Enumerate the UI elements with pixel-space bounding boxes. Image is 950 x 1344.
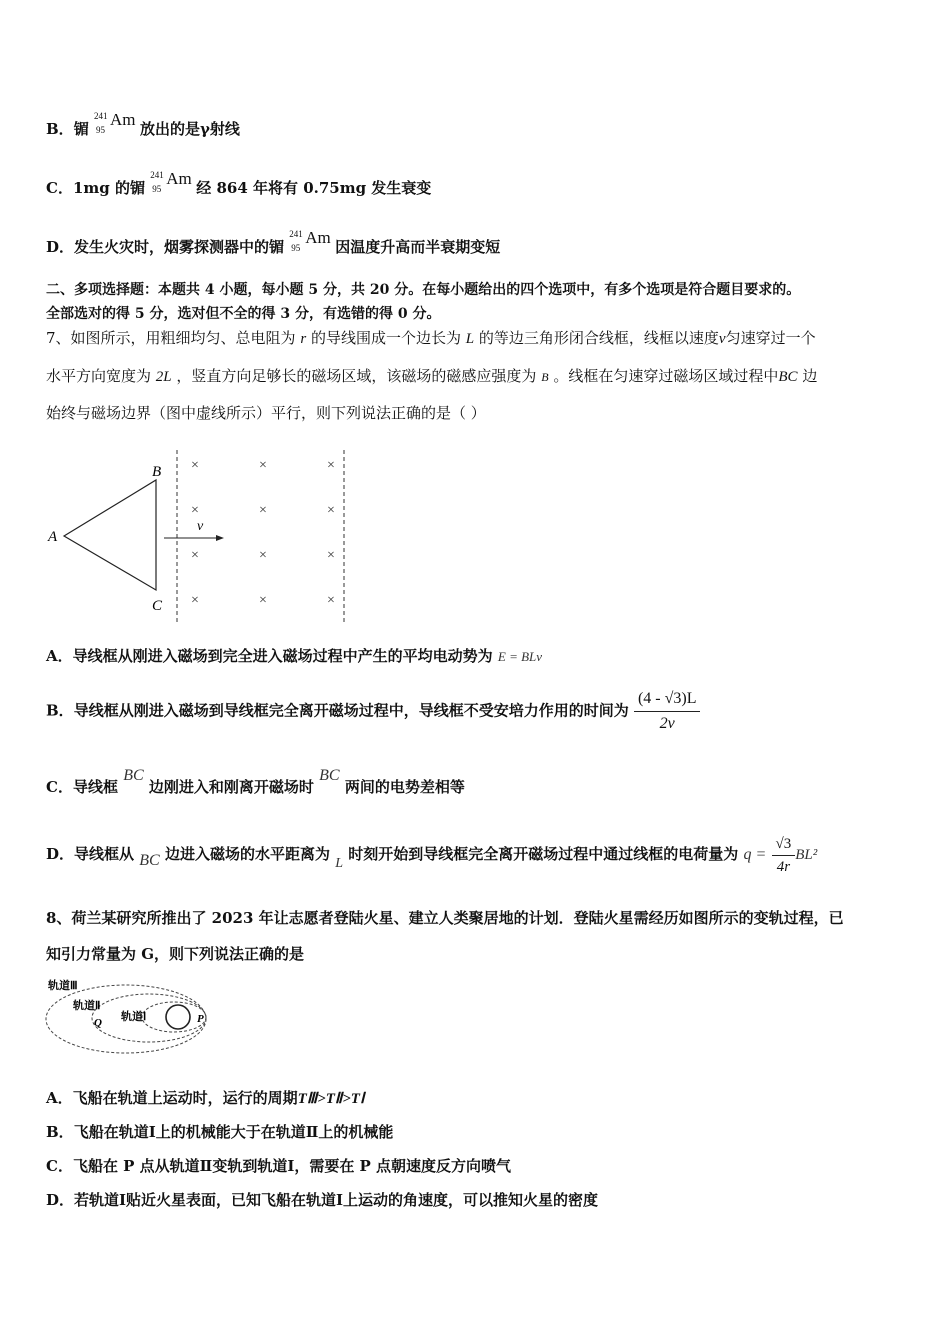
triangle-frame-magnetic-field-figure xyxy=(44,444,364,630)
svg-text:×: × xyxy=(259,593,267,608)
q8-option-d: D．若轨道Ⅰ贴近火星表面，已知飞船在轨道Ⅰ上运动的角速度，可以推知火星的密度 xyxy=(46,1191,599,1209)
americium-isotope: 241 95 Am xyxy=(93,110,136,135)
section2-instructions-line1: 二、多项选择题：本题共 4 小题，每小题 5 分，共 20 分。在每小题给出的四个选项中，有多个选项是符合题目要求的。 xyxy=(46,282,801,298)
point-p-label: P xyxy=(197,1013,204,1025)
q8-stem-line2: 知引力常量为 G，则下列说法正确的是 xyxy=(46,945,305,963)
q7-stem-line1: 7、如图所示，用粗细均匀、总电阻为 r 的导线围成一个边长为 L 的等边三角形闭合线框，线框以速度v匀速穿过一个 xyxy=(46,329,816,347)
svg-text:×: × xyxy=(191,593,199,608)
americium-isotope: 241 95 Am xyxy=(289,228,331,253)
americium-isotope: 241 95 Am xyxy=(150,169,192,194)
time-fraction: $\frac{(4 - √3)L}{2v}$ xyxy=(634,688,701,735)
svg-text:×: × xyxy=(327,548,335,563)
q7-stem-line2: 水平方向宽度为 2L ，竖直方向足够长的磁场区域，该磁场的磁感应强度为 B 。线框在匀速穿过磁场区域过程中BC 边 xyxy=(46,367,818,385)
svg-text:×: × xyxy=(259,458,267,473)
q7-option-c: C．导线框 BC 边刚进入和刚离开磁场时 BC 两间的电势差相等 xyxy=(46,767,465,796)
q7-option-b: B．导线框从刚进入磁场到导线框完全离开磁场过程中，导线框不受安培力作用的时间为 $\frac{(4 - √3)L}{2v}$ xyxy=(46,688,700,735)
svg-text:×: × xyxy=(191,548,199,563)
svg-text:×: × xyxy=(259,503,267,518)
svg-text:×: × xyxy=(259,548,267,563)
magnetic-field-crosses xyxy=(191,458,335,608)
svg-text:×: × xyxy=(327,503,335,518)
q8-option-a: A．飞船在轨道上运动时，运行的周期TⅢ>TⅡ>TⅠ xyxy=(46,1089,365,1107)
point-q-label: Q xyxy=(94,1017,102,1029)
vertex-label-c: C xyxy=(152,598,163,614)
mars-planet xyxy=(166,1005,190,1029)
orbit-3-label: 轨道Ⅲ xyxy=(48,980,78,992)
q8-option-b: B．飞船在轨道Ⅰ上的机械能大于在轨道Ⅱ上的机械能 xyxy=(46,1123,394,1141)
svg-text:×: × xyxy=(327,458,335,473)
q7-option-a: A．导线框从刚进入磁场到完全进入磁场过程中产生的平均电动势为 E = BLv xyxy=(46,647,543,665)
q7-option-d: D．导线框从 BC 边进入磁场的水平距离为 L 时刻开始到导线框完全离开磁场过程中通过线框的电荷量为 q = $\frac{√3}{4r}$ BL² xyxy=(46,835,818,875)
svg-text:×: × xyxy=(191,458,199,473)
orbit-2-label: 轨道Ⅱ xyxy=(73,1000,101,1012)
vertex-label-b: B xyxy=(152,464,162,480)
q6-option-d: D．发生火灾时，烟雾探测器中的镅 241 95 Am 因温度升高而半衰期变短 xyxy=(46,228,501,256)
svg-text:×: × xyxy=(191,503,199,518)
q8-stem-line1: 8、荷兰某研究所推出了 2023 年让志愿者登陆火星、建立人类聚居地的计划．登陆火星需经历如图所示的变轨过程，已 xyxy=(46,909,844,927)
vertex-label-a: A xyxy=(48,529,58,545)
orbit-transfer-figure xyxy=(44,974,224,1064)
q6-option-b: B．镅 241 95 Am 放出的是γ射线 xyxy=(46,110,240,138)
triangle-frame xyxy=(64,480,156,590)
svg-text:×: × xyxy=(327,593,335,608)
velocity-label: v xyxy=(197,519,204,534)
velocity-arrowhead xyxy=(216,535,224,541)
q8-option-c: C．飞船在 P 点从轨道Ⅱ变轨到轨道Ⅰ，需要在 P 点朝速度反方向喷气 xyxy=(46,1157,512,1175)
orbit-1-label: 轨道Ⅰ xyxy=(121,1011,147,1023)
q6-option-c: C．1mg 的镅 241 95 Am 经 864 年将有 0.75mg 发生衰变 xyxy=(46,169,432,197)
q7-stem-line3: 始终与磁场边界（图中虚线所示）平行，则下列说法正确的是（ ） xyxy=(46,404,486,422)
charge-fraction: $\frac{√3}{4r}$ xyxy=(772,834,796,877)
section2-instructions-line2: 全部选对的得 5 分，选对但不全的得 3 分，有选错的得 0 分。 xyxy=(46,306,441,322)
